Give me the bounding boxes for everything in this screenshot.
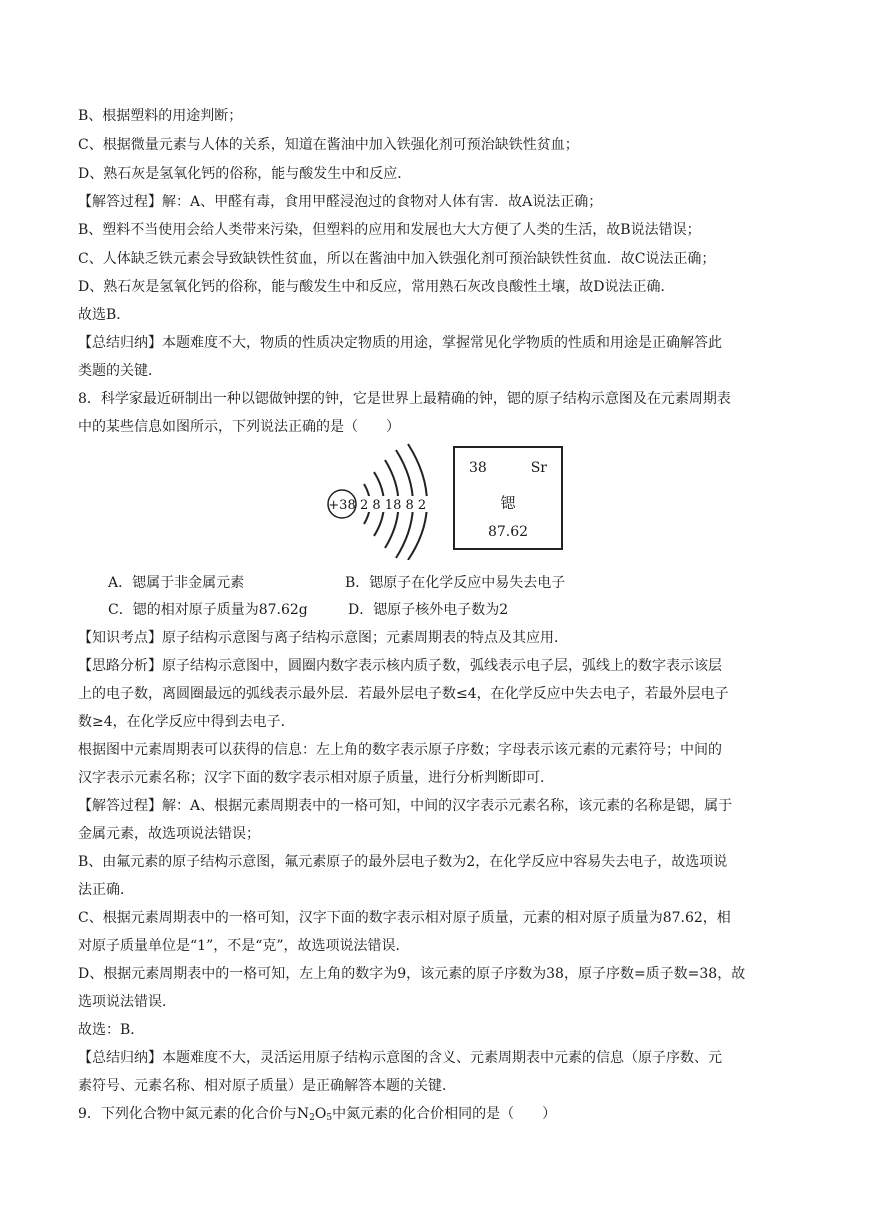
text-line: 【解答过程】解：A、甲醛有毒，食用甲醛浸泡过的食物对人体有害．故A说法正确； <box>78 194 603 210</box>
text-line: 数≥4，在化学反应中得到去电子． <box>78 714 295 730</box>
text-line: 【总结归纳】本题难度不大，物质的性质决定物质的用途，掌握常见化学物质的性质和用途是正确解答此 <box>78 335 722 351</box>
text-line: 类题的关键． <box>78 363 162 379</box>
option-a: A．锶属于非金属元素 <box>108 575 245 591</box>
option-d: D．锶原子核外电子数为2 <box>348 602 509 618</box>
element-symbol: Sr <box>530 460 547 476</box>
text-line: B、根据塑料的用途判断； <box>78 108 243 124</box>
question-8-text: 8．科学家最近研制出一种以锶做钟摆的钟，它是世界上最精确的钟，锶的原子结构示意图及在元素周期表 <box>78 391 731 407</box>
text-line: 【总结归纳】本题难度不大，灵活运用原子结构示意图的含义、元素周期表中元素的信息（原子序数、元 <box>78 1050 722 1066</box>
question-8-text: 中的某些信息如图所示，下列说法正确的是（ ） <box>78 419 400 435</box>
text-line: C、根据微量元素与人体的关系，知道在酱油中加入铁强化剂可预治缺铁性贫血； <box>78 137 579 153</box>
text-line: B、塑料不当使用会给人类带来污染，但塑料的应用和发展也大大方便了人类的生活，故B说法错误； <box>78 222 701 238</box>
q9-subscript: 5 <box>326 1113 333 1123</box>
text-line: 金属元素，故选项说法错误； <box>78 826 260 842</box>
element-name: 锶 <box>500 494 516 512</box>
text-line: 选项说法错误． <box>78 994 176 1010</box>
text-line: D、熟石灰是氢氧化钙的俗称，能与酸发生中和反应． <box>78 166 412 182</box>
text-line: C、根据元素周期表中的一格可知，汉字下面的数字表示相对原子质量，元素的相对原子质量为87.62，相 <box>78 910 731 926</box>
text-line: 【解答过程】解：A、根据元素周期表中的一格可知，中间的汉字表示元素名称，该元素的名称是锶，属于 <box>78 798 733 814</box>
text-line: 根据图中元素周期表可以获得的信息：左上角的数字表示原子序数；字母表示该元素的元素符号；中间的 <box>78 742 722 758</box>
question-9-text <box>78 1104 556 1128</box>
strontium-figure <box>318 440 558 560</box>
text-line: 故选B． <box>78 307 131 323</box>
atomic-number: 38 <box>469 460 487 476</box>
text-line: D、熟石灰是氢氧化钙的俗称，能与酸发生中和反应，常用熟石灰改良酸性土壤，故D说法正确． <box>78 279 675 295</box>
periodic-table-cell <box>453 446 563 550</box>
text-line: 故选：B． <box>78 1022 145 1038</box>
text-line: 素符号、元素名称、相对原子质量）是正确解答本题的关键． <box>78 1078 456 1094</box>
text-line: 汉字表示元素名称；汉字下面的数字表示相对原子质量，进行分析判断即可． <box>78 770 554 786</box>
electron-shell-counts: 2 8 18 8 2 <box>360 498 427 513</box>
atomic-structure-diagram <box>318 440 453 560</box>
atomic-mass: 87.62 <box>487 524 529 540</box>
text-line: 【思路分析】原子结构示意图中，圆圈内数字表示核内质子数，弧线表示电子层，弧线上的数字表示该层 <box>78 658 722 674</box>
nucleus-label: +38 <box>328 498 356 513</box>
option-c: C．锶的相对原子质量为87.62g <box>108 602 308 618</box>
text-line: C、人体缺乏铁元素会导致缺铁性贫血，所以在酱油中加入铁强化剂可预治缺铁性贫血．故C说法正确； <box>78 251 716 267</box>
text-line: B、由氟元素的原子结构示意图，氟元素原子的最外层电子数为2，在化学反应中容易失去电子，故选项说 <box>78 854 728 870</box>
q9-oxygen: O <box>314 1106 327 1122</box>
q9-before: 9．下列化合物中氮元素的化合价与N <box>78 1106 310 1122</box>
text-line: 上的电子数，离圆圈最远的弧线表示最外层．若最外层电子数≤4，在化学反应中失去电子，若最外层电子 <box>78 686 729 702</box>
text-line: 法正确． <box>78 882 134 898</box>
option-b: B．锶原子在化学反应中易失去电子 <box>345 575 566 591</box>
text-line: 对原子质量单位是“1”，不是“克”，故选项说法错误． <box>78 938 410 954</box>
q9-subscript: 2 <box>309 1113 315 1123</box>
text-line: 【知识考点】原子结构示意图与离子结构示意图；元素周期表的特点及其应用． <box>78 630 568 646</box>
q9-after: 中氮元素的化合价相同的是（ ） <box>332 1106 557 1122</box>
text-line: D、根据元素周期表中的一格可知，左上角的数字为9，该元素的原子序数为38，原子序数=质子数=38，故 <box>78 966 746 982</box>
